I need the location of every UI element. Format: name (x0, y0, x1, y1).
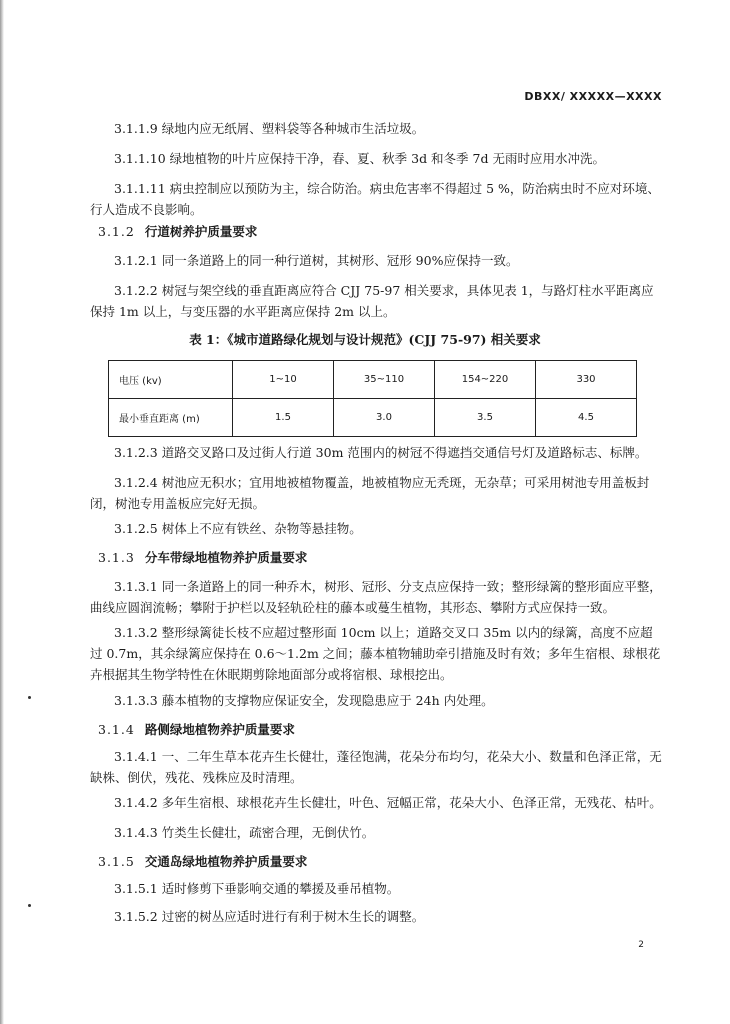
section-title: 交通岛绿地植物养护质量要求 (144, 854, 308, 869)
scan-speck (28, 904, 31, 907)
clause-3-1-4-1: 3.1.4.1 一、二年生草本花卉生长健壮，蓬径饱满，花朵分布均匀，花朵大小、数量和色泽正常，无缺株、倒伏，残花、残株应及时清理。 (90, 749, 662, 785)
section-heading-3-1-3 (98, 548, 307, 566)
clause-3-1-3-2: 3.1.3.2 整形绿篱徒长枝不应超过整形面 10cm 以上；道路交叉口 35m 以内的绿篱，高度不应超过 0.7m，其余绿篱应保持在 0.6～1.2m 之间；藤本植物辅助牵引措施及时有效；多年生宿根、球根花卉根据其生物学特性在休眠期剪除地面部分或将宿根、球根挖出。 (90, 625, 661, 682)
table-cell: 1.5 (233, 399, 334, 437)
section-heading-3-1-4 (98, 720, 295, 738)
section-heading-3-1-2 (98, 222, 257, 240)
clause-3-1-4-2: 3.1.4.2 多年生宿根、球根花卉生长健壮，叶色、冠幅正常，花朵大小、色泽正常，无残花、枯叶。 (114, 795, 662, 810)
clause-3-1-5-1: 3.1.5.1 适时修剪下垂影响交通的攀援及垂吊植物。 (114, 881, 400, 896)
section-number: 3.1.2 (98, 224, 135, 239)
page-number: 2 (638, 940, 644, 950)
section-title: 路侧绿地植物养护质量要求 (144, 722, 295, 737)
section-number: 3.1.4 (98, 722, 135, 737)
table-cell: 1~10 (233, 361, 334, 399)
scan-speck (28, 696, 31, 699)
clause-3-1-3-1: 3.1.3.1 同一条道路上的同一种乔木，树形、冠形、分支点应保持一致；整形绿篱的整形面应平整，曲线应圆润流畅；攀附于护栏以及轻轨砼柱的藤本或蔓生植物，其形态、攀附方式应保持一致。 (90, 579, 662, 615)
table-cell: 154~220 (435, 361, 536, 399)
section-title: 分车带绿地植物养护质量要求 (144, 550, 308, 565)
table-cell: 4.5 (536, 399, 637, 437)
section-title: 行道树养护质量要求 (144, 224, 258, 239)
table-cell: 3.0 (334, 399, 435, 437)
table-caption: 表 1：《城市道路绿化规划与设计规范》(CJJ 75-97) 相关要求 (189, 332, 541, 347)
table-row (109, 361, 637, 399)
clause-3-1-1-10: 3.1.1.10 绿地植物的叶片应保持干净，春、夏、秋季 3d 和冬季 7d 无雨时应用水冲洗。 (114, 151, 605, 166)
row-label: 最小垂直距离 (m) (109, 399, 233, 437)
section-number: 3.1.3 (98, 550, 135, 565)
clause-3-1-1-11: 3.1.1.11 病虫控制应以预防为主，综合防治。病虫危害率不得超过 5 %，防治病虫时不应对环境、行人造成不良影响。 (90, 181, 660, 217)
clause-3-1-2-4: 3.1.2.4 树池应无积水；宜用地被植物覆盖，地被植物应无秃斑，无杂草；可采用树池专用盖板封闭，树池专用盖板应完好无损。 (90, 475, 650, 511)
section-number: 3.1.5 (98, 854, 135, 869)
scan-edge (0, 0, 4, 1024)
clause-3-1-4-3: 3.1.4.3 竹类生长健壮，疏密合理，无倒伏竹。 (114, 825, 375, 840)
table-row (109, 399, 637, 437)
clause-3-1-1-9: 3.1.1.9 绿地内应无纸屑、塑料袋等各种城市生活垃圾。 (114, 121, 425, 136)
clause-3-1-2-1: 3.1.2.1 同一条道路上的同一种行道树，其树形、冠形 90%应保持一致。 (114, 253, 519, 268)
clause-3-1-5-2: 3.1.5.2 过密的树丛应适时进行有利于树木生长的调整。 (114, 909, 425, 924)
row-label: 电压 (kv) (109, 361, 233, 399)
clause-3-1-2-3: 3.1.2.3 道路交叉路口及过街人行道 30m 范围内的树冠不得遮挡交通信号灯及道路标志、标牌。 (114, 445, 648, 460)
table-cell: 3.5 (435, 399, 536, 437)
table-cell: 330 (536, 361, 637, 399)
voltage-clearance-table (108, 360, 637, 437)
clause-3-1-2-5: 3.1.2.5 树体上不应有铁丝、杂物等悬挂物。 (114, 521, 362, 536)
clause-3-1-2-2: 3.1.2.2 树冠与架空线的垂直距离应符合 CJJ 75-97 相关要求，具体见表 1，与路灯柱水平距离应保持 1m 以上，与变压器的水平距离应保持 2m 以上。 (90, 283, 654, 319)
clause-3-1-3-3: 3.1.3.3 藤本植物的支撑物应保证安全，发现隐患应于 24h 内处理。 (114, 693, 494, 708)
table-cell: 35~110 (334, 361, 435, 399)
section-heading-3-1-5 (98, 852, 307, 870)
document-code: DBXX/ XXXXX—XXXX (524, 90, 662, 103)
